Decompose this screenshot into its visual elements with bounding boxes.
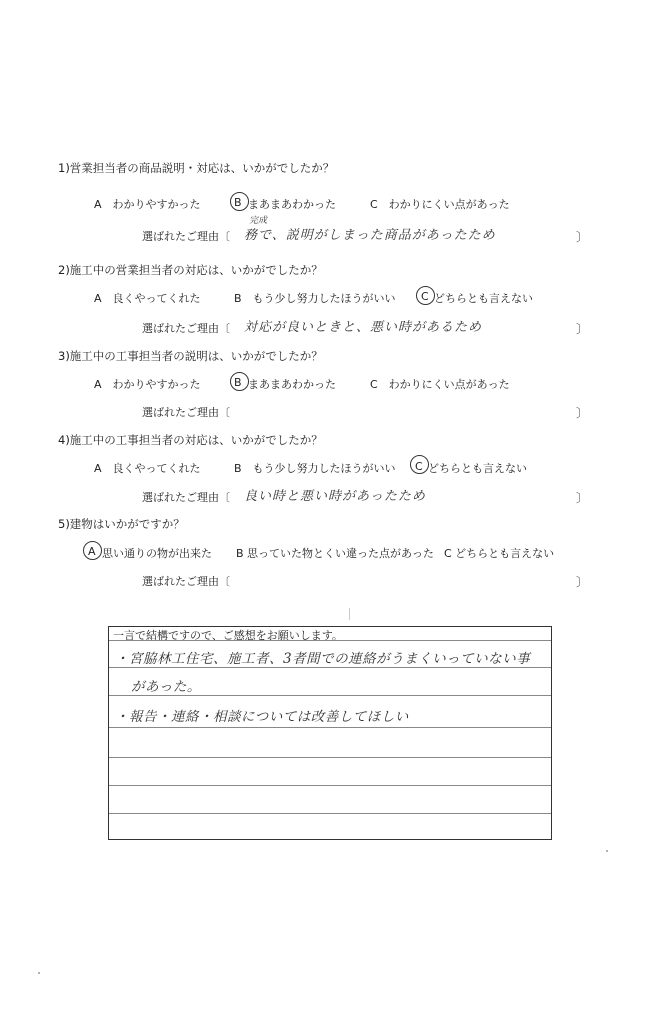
q2-option-a[interactable]: A 良くやってくれた [94,292,201,305]
q5-reason-label: 選ばれたご理由〔 [142,575,230,588]
q3-bracket-close: 〕 [576,406,589,420]
q4-option-a[interactable]: A 良くやってくれた [94,462,201,475]
scan-speck [38,972,40,974]
q4-bracket-close: 〕 [576,491,589,505]
q3-option-c[interactable]: C わかりにくい点があった [370,378,510,391]
q5-option-c[interactable]: C どちらとも言えない [444,547,555,560]
q1-annotation: 完成 [249,216,268,226]
q4-reason-label: 選ばれたご理由〔 [142,491,230,504]
q2-bracket-close: 〕 [576,322,589,336]
q1-option-b-label: まあまあわかった [248,198,336,211]
comment-line-divider [109,727,551,728]
q3-option-a[interactable]: A わかりやすかった [94,378,201,391]
question-5-title: 5)建物はいかがですか？ [58,517,185,531]
q2-option-c[interactable]: C [421,290,429,303]
comment-box-header: 一言で結構ですので、ご感想をお願いします。 [113,629,343,642]
comment-box[interactable] [108,626,552,840]
q5-option-a-label: 思い通りの物が出来た [102,547,212,560]
comment-text-line-2: があった。 [131,679,201,695]
question-4-title: 4)施工中の工事担当者の対応は、いかがでしたか？ [58,433,323,447]
comment-line-divider [109,785,551,786]
comment-line-divider [109,667,551,668]
question-2-title: 2)施工中の営業担当者の対応は、いかがでしたか？ [58,263,323,277]
comment-line-divider [109,640,551,641]
q1-option-a[interactable]: A わかりやすかった [94,198,201,211]
comment-line-divider [109,813,551,814]
q5-option-a[interactable]: A [88,545,96,558]
q1-reason-text[interactable]: 務で、説明がしまった商品があったため [244,228,496,243]
q1-bracket-close: 〕 [576,230,589,244]
q5-option-b[interactable]: B 思っていた物とくい違った点があった [236,547,434,560]
scan-speck [606,850,608,852]
q3-option-b-label: まあまあわかった [248,378,336,391]
comment-text-line-3: ・報告・連絡・相談については改善してほしい [115,709,409,725]
q2-reason-label: 選ばれたご理由〔 [142,322,230,335]
question-3-title: 3)施工中の工事担当者の説明は、いかがでしたか？ [58,349,323,363]
comment-text-line-1: ・宮脇林工住宅、施工者、3者間での連絡がうまくいっていない事 [115,651,531,667]
q3-reason-label: 選ばれたご理由〔 [142,406,230,419]
question-1-title: 1)営業担当者の商品説明・対応は、いかがでしたか？ [58,161,335,175]
q1-reason-label: 選ばれたご理由〔 [142,230,230,243]
q2-reason-text[interactable]: 対応が良いときと、悪い時があるため [244,320,483,335]
q3-option-b[interactable]: B [234,376,242,389]
q4-option-c[interactable]: C [415,460,423,473]
fold-mark [349,608,350,620]
q4-reason-text[interactable]: 良い時と悪い時があったため [244,489,426,504]
q2-option-b[interactable]: B もう少し努力したほうがいい [234,292,396,305]
q4-option-b[interactable]: B もう少し努力したほうがいい [234,462,396,475]
q5-bracket-close: 〕 [576,575,589,589]
q1-option-c[interactable]: C わかりにくい点があった [370,198,510,211]
q4-option-c-label: どちらとも言えない [428,462,527,475]
comment-line-divider [109,757,551,758]
comment-line-divider [109,695,551,696]
q1-option-b[interactable]: B [234,196,242,209]
q2-option-c-label: どちらとも言えない [434,292,533,305]
